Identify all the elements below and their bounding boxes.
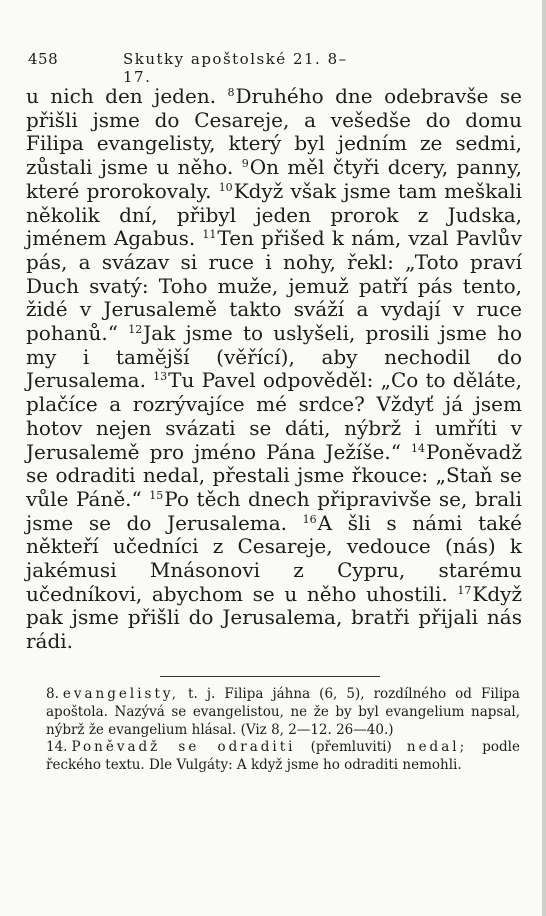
verse-number: 12 bbox=[128, 323, 143, 337]
verse-text: A šli s námi také někteří učedníci z Cesareje, vedouce (nás) k jakémusi Mnásonovi z Cypru, starému učedníkovi, abychom se u něho uhostili. bbox=[26, 510, 522, 606]
verse-text: Druhého dne odebravše se přišli jsme do Cesareje, a vešedše do domu Filipa evangelisty, který byl jedním ze sedmi, zůstali jsme u něho. bbox=[26, 84, 522, 180]
paragraph bbox=[26, 85, 522, 654]
verse-number: 17 bbox=[457, 583, 472, 597]
verse-number: 11 bbox=[202, 228, 217, 242]
footnote-number: 8. bbox=[46, 686, 59, 702]
verse-number: 16 bbox=[302, 512, 317, 526]
verse-text: Poněvadž se odraditi nedal, přestali jsme řkouce: „Staň se vůle Páně.“ bbox=[26, 439, 522, 511]
footnote-text: t. j. Filipa jáhna (6, 5), rozdílného od Filipa apoštola. Nazývá se evangelistou, ne že by byl evangelium napsal, nýbrž že evangelium hlásal. (Viz 8, 2—12. 26—40.) bbox=[46, 686, 520, 738]
verse-text: Jak jsme to uslyšeli, prosili jsme ho my i tamější (věřící), aby nechodil do Jerusalema. bbox=[26, 321, 522, 393]
main-text bbox=[26, 85, 522, 654]
verse-text: Tu Pavel odpověděl: „Co to děláte, plačíce a rozrývajíce mé srdce? Vždyť já jsem hotov nejen svázati se dáti, nýbrž i umříti v Jerusalemě pro jméno Pána Ježíše.“ bbox=[26, 368, 522, 464]
footnote-number: 14. bbox=[46, 739, 68, 756]
verse-text: Když pak jsme přišli do Jerusalema, bratři přijali nás rádi. bbox=[26, 581, 522, 654]
verse-number: 10 bbox=[218, 180, 233, 194]
footnote-term: evangelisty, bbox=[62, 686, 179, 702]
verse-number: 13 bbox=[153, 370, 168, 384]
page-number: 458 bbox=[28, 50, 59, 68]
page-edge bbox=[542, 0, 546, 916]
footnote bbox=[46, 739, 520, 775]
verse-number: 14 bbox=[411, 441, 426, 455]
verse-number: 8 bbox=[227, 86, 235, 99]
running-title: Skutky apoštolské 21. 8–17. bbox=[123, 50, 348, 86]
verse-text: u nich den jeden. bbox=[26, 84, 228, 108]
verse-text: Když však jsme tam meškali několik dní, přibyl jeden prorok z Judska, jménem Agabus. bbox=[26, 178, 522, 251]
footnote bbox=[46, 686, 520, 739]
footnote-term: Poněvadž se odraditi bbox=[71, 739, 296, 756]
footnote-text: (přemluviti) bbox=[295, 739, 407, 756]
footnote-text: podle řeckého textu. Dle Vulgáty: A když jsme ho odraditi nemohli. bbox=[46, 739, 520, 774]
verse-number: 9 bbox=[241, 157, 249, 171]
footnote-term: nedal; bbox=[406, 739, 468, 756]
verse-text: Ten přišed k nám, vzal Pavlův pás, a svázav si ruce i nohy, řekl: „Toto praví Duch svatý: Toho muže, jemuž patří pás tento, židé v Jerusalemě takto sváží a vydají v ruce pohanů.“ bbox=[26, 226, 522, 346]
verse-text: On měl čtyři dcery, panny, které prorokovaly. bbox=[26, 155, 522, 203]
verse-number: 15 bbox=[149, 488, 164, 502]
footnotes bbox=[46, 686, 520, 775]
footnote-divider bbox=[160, 676, 380, 677]
verse-text: Po těch dnech připravivše se, brali jsme se do Jerusalema. bbox=[26, 486, 522, 535]
